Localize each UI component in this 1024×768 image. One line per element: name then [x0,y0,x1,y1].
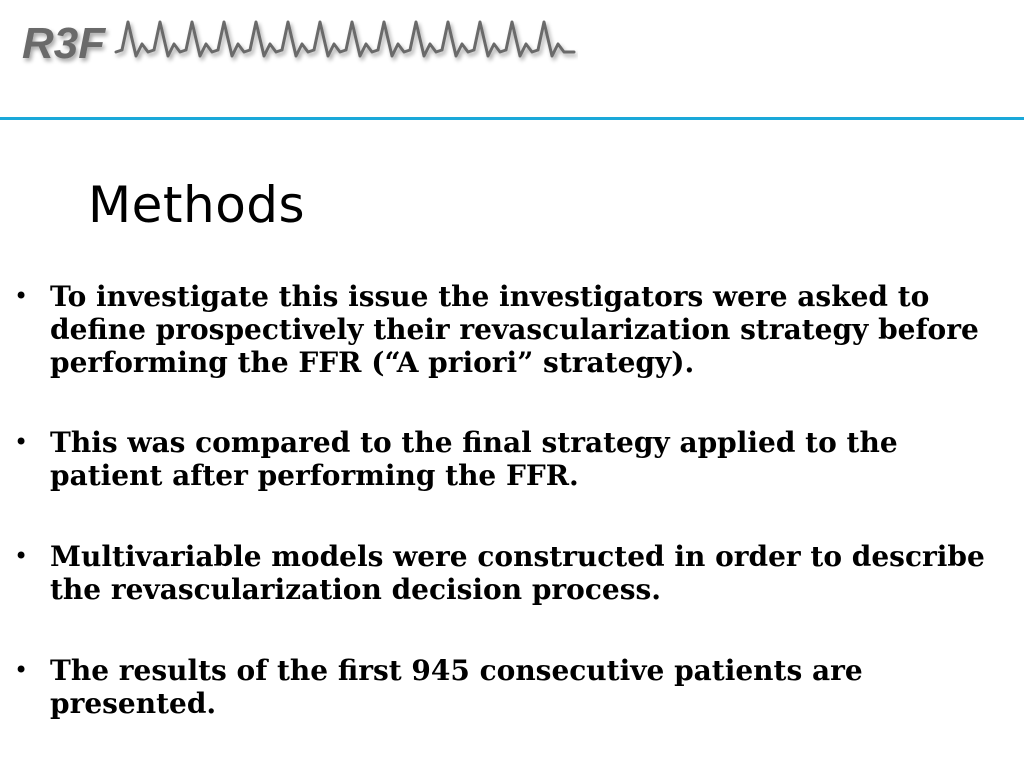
bullet-item [14,426,1014,492]
bullet-dot-icon: • [14,282,29,310]
bullet-dot-icon: • [14,656,29,684]
bullet-dot-icon: • [14,428,29,456]
header-divider [0,117,1024,120]
bullet-text: The results of the first 945 consecutive patients are presented. [50,654,863,720]
bullet-list [14,280,1014,768]
r3f-logo [18,10,578,74]
slide-title: Methods [88,176,306,234]
bullet-text: This was compared to the final strategy applied to the patient after performing the FFR. [50,426,898,492]
bullet-text: Multivariable models were constructed in order to describe the revascularization decision process. [50,540,985,606]
bullet-item [14,280,1014,379]
bullet-item [14,654,1014,720]
bullet-item [14,540,1014,606]
bullet-text: To investigate this issue the investigators were asked to define prospectively their revascularization strategy before performing the FFR (“A priori” strategy). [50,280,979,379]
logo-text: R3F [22,19,106,68]
r3f-logo-graphic [18,10,578,74]
bullet-dot-icon: • [14,542,29,570]
ecg-wave-icon [116,22,574,56]
